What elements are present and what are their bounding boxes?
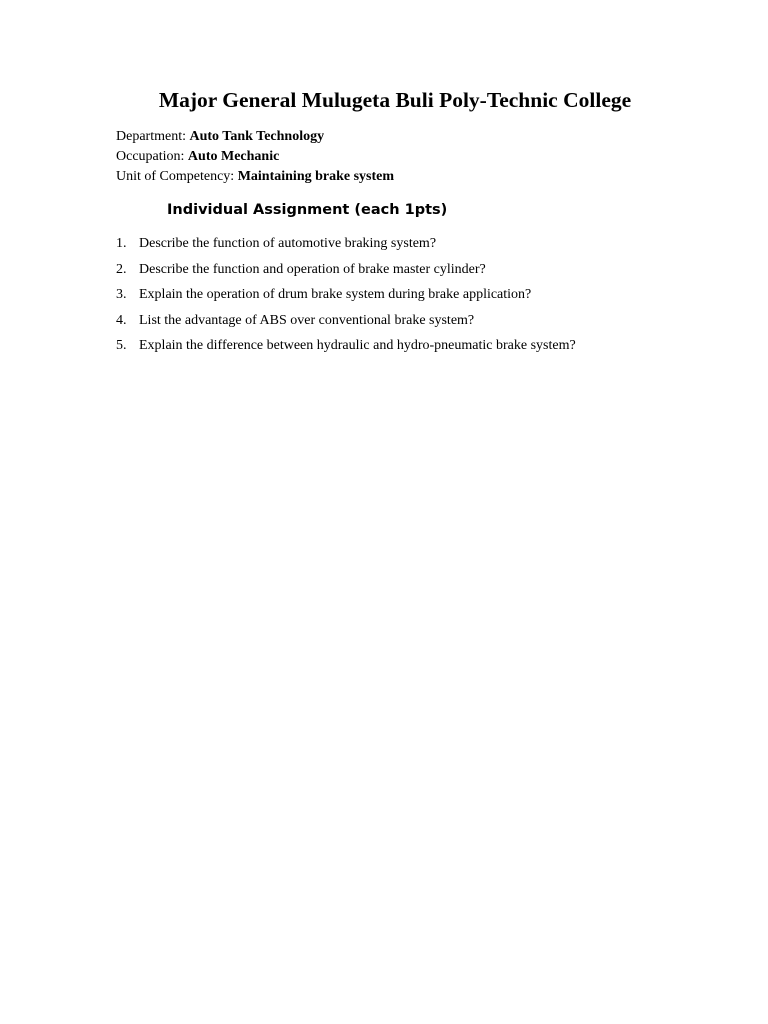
question-item [116, 260, 576, 286]
competency-label: Unit of Competency: [116, 169, 235, 184]
question-text: Describe the function and operation of brake master cylinder? [139, 261, 486, 277]
question-list [116, 234, 576, 362]
question-number: 4. [116, 312, 127, 328]
occupation-value: Auto Mechanic [187, 149, 280, 164]
question-item [116, 311, 576, 337]
occupation-line [116, 147, 394, 167]
question-item [116, 285, 576, 311]
question-text: Describe the function of automotive braking system? [139, 236, 437, 251]
college-title: Major General Mulugeta Buli Poly-Technic College [158, 88, 632, 112]
question-text: List the advantage of ABS over conventional brake system? [139, 312, 475, 328]
question-number: 3. [116, 287, 127, 302]
question-item [116, 336, 576, 362]
occupation-label: Occupation: [116, 149, 185, 164]
question-text: Explain the difference between hydraulic and hydro-pneumatic brake system? [139, 338, 576, 353]
competency-value: Maintaining brake system [237, 169, 395, 184]
question-number: 5. [116, 338, 127, 353]
course-meta [116, 127, 394, 187]
department-line [116, 127, 394, 147]
question-number: 2. [116, 261, 127, 277]
assignment-heading: Individual Assignment (each 1pts) [167, 202, 448, 218]
question-text: Explain the operation of drum brake system during brake application? [139, 287, 532, 302]
department-value: Auto Tank Technology [189, 129, 325, 144]
question-number: 1. [116, 236, 127, 251]
department-label: Department: [116, 129, 186, 144]
question-item [116, 234, 576, 260]
competency-line [116, 167, 394, 187]
